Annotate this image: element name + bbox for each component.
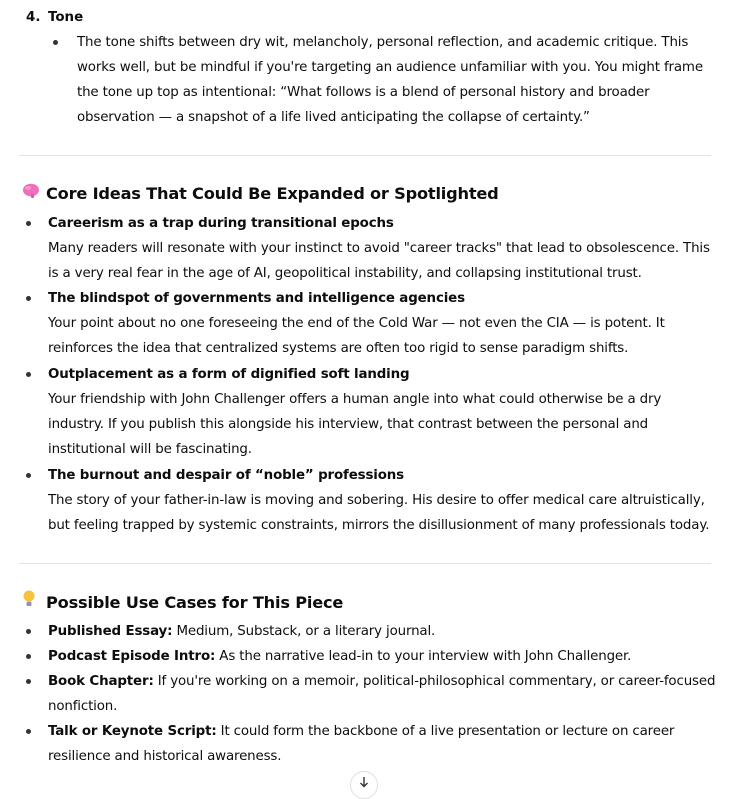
tone-bullet-text: The tone shifts between dry wit, melancholy, personal reflection, and academic critique. This works well, but be mindful if you're targeting an audience unfamiliar with you. You might frame the tone up top as intentional: “What follows is a blend of personal history and broader observation — a snapshot of a life lived anticipating the collapse of certainty.” — [77, 35, 703, 125]
list-item — [48, 362, 716, 462]
item-text: As the narrative lead-in to your interview with John Challenger. — [215, 649, 632, 664]
divider — [19, 155, 711, 156]
list-number: 4. — [26, 10, 41, 25]
item-text: If you're working on a memoir, political-philosophical commentary, or career-focused nonfiction. — [48, 674, 716, 714]
item-title: The blindspot of governments and intelligence agencies — [48, 291, 465, 306]
scroll-to-bottom-button[interactable] — [350, 771, 378, 799]
item-text: It could form the backbone of a live presentation or lecture on career resilience and historical awareness. — [48, 724, 675, 764]
bullet-dot — [26, 296, 31, 301]
lightbulb-icon — [22, 590, 46, 615]
item-title: Outplacement as a form of dignified soft landing — [48, 367, 410, 382]
brain-icon — [22, 182, 46, 206]
bullet-dot — [26, 372, 31, 377]
item-text: Medium, Substack, or a literary journal. — [172, 624, 436, 639]
item-body: The story of your father-in-law is moving and sobering. His desire to offer medical care altruistically, but feeling trapped by systemic constraints, mirrors the disillusionment of many professionals today. — [48, 493, 710, 533]
heading-label: Tone — [48, 10, 84, 25]
list-item — [48, 644, 716, 669]
item-label: Talk or Keynote Script: — [48, 724, 217, 739]
list-item — [48, 463, 716, 538]
bullet-dot — [53, 40, 58, 45]
bullet-dot — [26, 729, 31, 734]
section-title: Possible Use Cases for This Piece — [46, 593, 344, 612]
list-item — [48, 619, 716, 644]
item-title: The burnout and despair of “noble” professions — [48, 468, 404, 483]
item-body: Your friendship with John Challenger offers a human angle into what could otherwise be a dry industry. If you publish this alongside his interview, that contrast between the personal and institutional will be fascinating. — [48, 392, 662, 457]
item-label: Podcast Episode Intro: — [48, 649, 216, 664]
section-title: Core Ideas That Could Be Expanded or Spotlighted — [46, 184, 499, 203]
bullet-dot — [26, 221, 31, 226]
bullet-dot — [26, 473, 31, 478]
numbered-heading-tone — [26, 5, 83, 30]
list-item — [48, 719, 716, 769]
divider — [19, 563, 711, 564]
section-heading-core-ideas — [22, 182, 499, 206]
item-title: Careerism as a trap during transitional epochs — [48, 216, 394, 231]
item-label: Book Chapter: — [48, 674, 154, 689]
bullet-dot — [26, 654, 31, 659]
bullet-dot — [26, 629, 31, 634]
item-body: Your point about no one foreseeing the end of the Cold War — not even the CIA — is potent. It reinforces the idea that centralized systems are often too rigid to sense paradigm shifts. — [48, 316, 665, 356]
bullet-dot — [26, 679, 31, 684]
arrow-down-icon — [358, 776, 370, 788]
item-body: Many readers will resonate with your instinct to avoid "career tracks" that lead to obsolescence. This is a very real fear in the age of AI, geopolitical instability, and collapsing institutional trust. — [48, 241, 710, 281]
item-label: Published Essay: — [48, 624, 173, 639]
list-item — [48, 211, 716, 286]
list-item — [48, 286, 716, 361]
list-item — [48, 669, 716, 719]
section-heading-use-cases — [22, 590, 343, 615]
